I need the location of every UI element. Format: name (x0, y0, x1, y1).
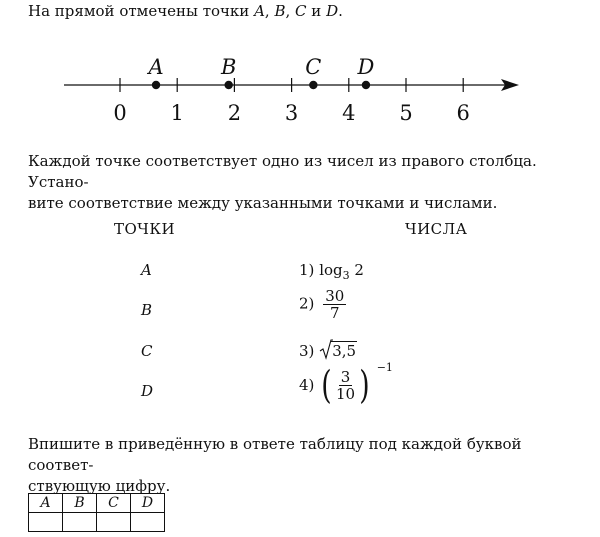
point-label-b: B (141, 301, 153, 319)
point-label-b-on-line: B (220, 55, 237, 79)
answer-header-row (29, 494, 165, 513)
exponent: −1 (376, 361, 393, 374)
number-line (0, 0, 600, 140)
point-label-c: C (141, 342, 153, 360)
intro-text: На прямой отмечены точки A, B, C и D. (28, 2, 343, 20)
answer-header-a: A (29, 494, 63, 513)
point-d (362, 81, 370, 89)
answer-header-c: C (97, 494, 131, 513)
fraction-30-7: $\frac{30}{7}$ (325, 287, 345, 322)
numbers-header: ЧИСЛА (405, 220, 468, 238)
option-2: 2) $\frac{30}{7}$ (299, 287, 345, 322)
tick-label-5: 5 (399, 101, 413, 125)
point-label-d-on-line: D (357, 55, 375, 79)
point-label-a: A (141, 261, 152, 279)
answer-cell-d[interactable] (131, 513, 165, 532)
point-a (152, 81, 160, 89)
option-1: 1) $\log_3 2$ (299, 261, 364, 282)
tick-label-6: 6 (456, 101, 470, 125)
answer-table (28, 493, 165, 532)
tick-label-1: 1 (170, 101, 184, 125)
answer-cell-b[interactable] (63, 513, 97, 532)
instruction-text: Впишите в приведённую в ответе таблицу под каждой буквой соответ- ствующую цифру. (28, 435, 522, 495)
points-header: ТОЧКИ (114, 220, 176, 238)
point-label-d: D (141, 382, 154, 400)
radical-sign-icon (319, 339, 333, 361)
fraction-3-10: $\frac{3}{10}$ (336, 367, 356, 403)
option-4: 4) ( $\frac{3}{10}$ ) $^{-1}$ (299, 361, 393, 407)
tick-label-2: 2 (227, 101, 242, 125)
point-c (309, 81, 317, 89)
point-label-a-on-line: A (148, 55, 164, 79)
right-paren: ) (359, 363, 370, 407)
answer-input-row (29, 513, 165, 532)
option-3: 3) 3,5 (299, 342, 357, 360)
answer-header-b: B (63, 494, 97, 513)
answer-cell-c[interactable] (97, 513, 131, 532)
tick-label-0: 0 (113, 101, 127, 125)
tick-label-4: 4 (342, 101, 356, 125)
point-b (224, 81, 232, 89)
square-root: 3,5 (319, 342, 357, 360)
answer-header-d: D (131, 494, 165, 513)
point-label-c-on-line: C (305, 55, 322, 79)
answer-cell-a[interactable] (29, 513, 63, 532)
tick-label-3: 3 (284, 101, 299, 125)
left-paren: ( (321, 363, 332, 407)
task-text: Каждой точке соответствует одно из чисел из правого столбца. Устано- вите соответствие между указанными точками и числами. (28, 152, 537, 212)
